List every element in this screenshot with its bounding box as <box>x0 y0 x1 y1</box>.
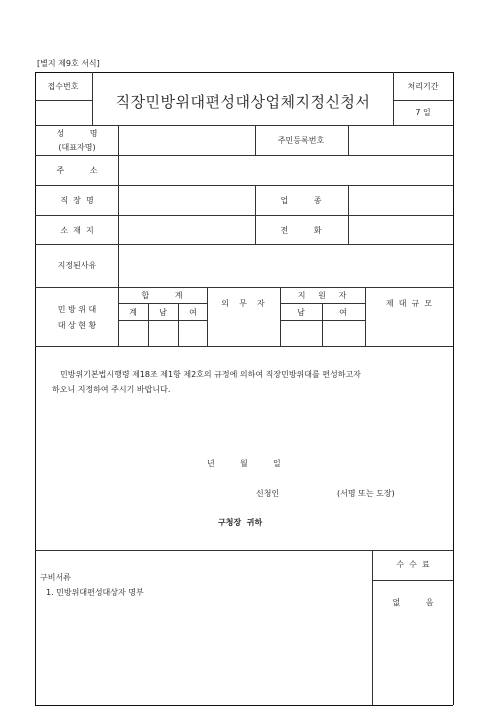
body-line-2: 하오니 지정하여 주시기 바랍니다. <box>52 385 171 394</box>
sub-male-header: 남 <box>159 308 167 317</box>
status-div-volunteer <box>365 287 366 346</box>
outer-border-top <box>35 72 453 73</box>
obligor-header: 의 무 자 <box>221 299 265 308</box>
resident-no-label: 주민등록번호 <box>277 136 325 145</box>
mid-divider-b1 <box>348 125 349 155</box>
status-sub-bottom-1 <box>118 320 207 321</box>
status-div-obligor <box>280 287 281 346</box>
header-left-divider <box>92 72 93 125</box>
header-right-divider <box>393 72 394 125</box>
processing-period-label: 처리기간 <box>407 82 439 91</box>
business-type-label: 업 종 <box>280 196 322 205</box>
workplace-name-label: 직 장 명 <box>60 196 94 205</box>
location-label: 소 재 지 <box>60 226 94 235</box>
row-line-2 <box>35 185 453 186</box>
row-line-4 <box>35 244 453 245</box>
status-sub-div-2 <box>178 303 179 346</box>
label-col-divider <box>118 125 119 346</box>
mid-divider-a1 <box>255 125 256 155</box>
volunteer-header: 지 원 자 <box>297 291 347 300</box>
mid-divider-b3 <box>348 185 349 244</box>
date-year: 년 <box>207 459 215 468</box>
row-line-1 <box>35 155 453 156</box>
form-number: [별지 제9호 서식] <box>37 59 100 68</box>
phone-label: 전 화 <box>280 226 322 235</box>
fee-value: 없 음 <box>392 598 434 607</box>
status-sub-div-3 <box>322 303 323 346</box>
row-line-6 <box>35 346 453 347</box>
footer-divider <box>372 550 373 705</box>
total-header: 합 계 <box>141 291 183 300</box>
date-day: 일 <box>273 459 281 468</box>
fee-divider <box>372 580 453 581</box>
addressee: 구청장 귀하 <box>218 518 263 527</box>
status-label-1: 민 방 위 대 <box>57 305 97 314</box>
period-divider <box>393 100 453 101</box>
body-line-1: 민방위기본법시행령 제18조 제1항 제2호의 규정에 의하여 직장민방위대를 편성하고자 <box>60 370 361 379</box>
outer-border-right <box>453 72 454 705</box>
sub-total-header: 계 <box>129 308 137 317</box>
applicant-label: 신청인 <box>256 489 280 498</box>
mid-divider-a3 <box>255 185 256 244</box>
status-label-2: 대 상 현 황 <box>57 321 97 330</box>
header-bottom <box>35 125 453 126</box>
representative-label: (대표자명) <box>58 143 96 152</box>
address-label: 주 소 <box>56 166 98 175</box>
date-month: 월 <box>240 459 248 468</box>
designation-reason-label: 지정된사유 <box>57 261 97 270</box>
signature-hint: (서명 또는 도장) <box>337 489 395 498</box>
sub-female-header: 여 <box>189 308 197 317</box>
vol-female-header: 여 <box>339 308 347 317</box>
processing-period-value: 7 일 <box>415 108 431 117</box>
name-label: 성 명 <box>56 129 98 138</box>
receipt-no-label: 접수번호 <box>47 82 79 91</box>
footer-top <box>35 550 453 551</box>
status-sub-top-1 <box>118 303 207 304</box>
form-title: 직장민방위대편성대상업체지정신청서 <box>115 93 371 111</box>
row-line-3 <box>35 215 453 216</box>
documents-item: 1. 민방위대편성대상자 명부 <box>46 588 144 597</box>
exempt-header: 제 대 규 모 <box>385 299 433 308</box>
receipt-divider <box>35 100 92 101</box>
fee-label: 수 수 료 <box>396 560 430 569</box>
status-div-total <box>207 287 208 346</box>
vol-male-header: 남 <box>297 308 305 317</box>
row-line-5 <box>35 287 453 288</box>
status-sub-div-1 <box>148 303 149 346</box>
outer-border-bottom <box>35 705 453 706</box>
outer-border-left <box>35 72 36 705</box>
documents-label: 구비서류 <box>40 573 71 582</box>
